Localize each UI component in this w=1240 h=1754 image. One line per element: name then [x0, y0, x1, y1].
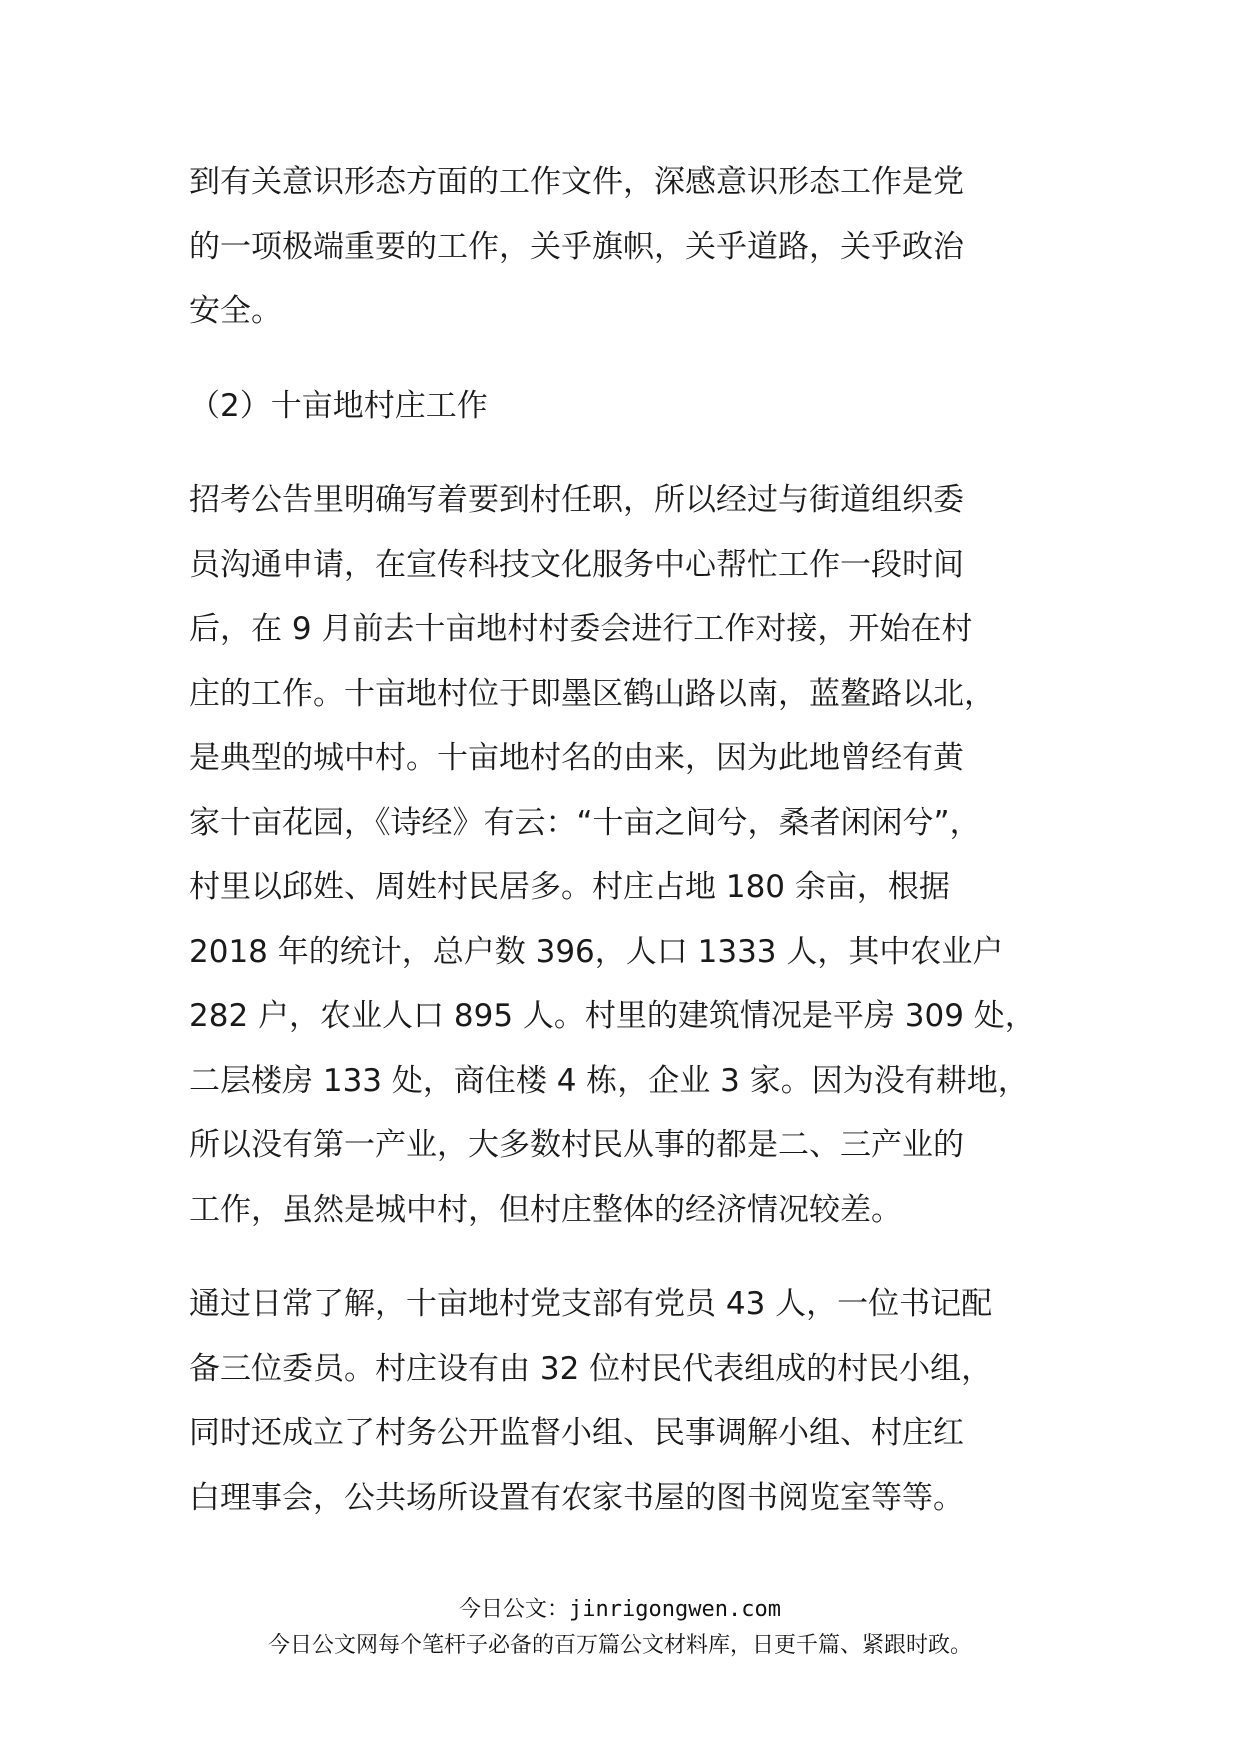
text-line: 家十亩花园，《诗经》有云：“十亩之间兮，桑者闲闲兮”， [189, 804, 981, 841]
paragraph-1 [189, 150, 1079, 344]
text-line: 同时还成立了村务公开监督小组、民事调解小组、村庄红 [189, 1415, 964, 1451]
text-line: 2018 年的统计，总户数 396，人口 1333 人，其中农业户 [189, 933, 1004, 970]
footer-site-line [0, 1592, 1240, 1623]
text-line: 282 户，农业人口 895 人。村里的建筑情况是平房 309 处， [189, 998, 1036, 1034]
section-heading: （2）十亩地村庄工作 [189, 387, 488, 424]
text-line: 工作，虽然是城中村，但村庄整体的经济情况较差。 [189, 1191, 902, 1228]
text-line: 安全。 [189, 293, 282, 329]
footer-site-link[interactable]: jinrigongwen.com [569, 1597, 781, 1622]
text-line: 后，在 9 月前去十亩地村村委会进行工作对接，开始在村 [189, 611, 973, 647]
text-line: 庄的工作。十亩地村位于即墨区鹤山路以南，蓝鳌路以北， [189, 675, 995, 712]
text-line: 员沟通申请，在宣传科技文化服务中心帮忙工作一段时间 [189, 546, 964, 583]
text-line: 的一项极端重要的工作，关乎旗帜，关乎道路，关乎政治 [189, 228, 964, 265]
text-line: 备三位委员。村庄设有由 32 位村民代表组成的村民小组， [189, 1350, 993, 1387]
document-body [189, 150, 1079, 1530]
text-line: 招考公告里明确写着要到村任职，所以经过与街道组织委 [189, 482, 964, 518]
text-line: 是典型的城中村。十亩地村名的由来，因为此地曾经有黄 [189, 740, 964, 776]
paragraph-3 [189, 1272, 1079, 1530]
text-line: 通过日常了解，十亩地村党支部有党员 43 人，一位书记配 [189, 1286, 993, 1322]
text-line: 到有关意识形态方面的工作文件，深感意识形态工作是党 [189, 164, 964, 200]
text-line: 白理事会，公共场所设置有农家书屋的图书阅览室等等。 [189, 1479, 964, 1516]
footer-site-label: 今日公文： [459, 1597, 570, 1622]
text-line: 所以没有第一产业，大多数村民从事的都是二、三产业的 [189, 1127, 964, 1163]
text-line: 村里以邱姓、周姓村民居多。村庄占地 180 余亩，根据 [189, 869, 950, 905]
footer-slogan: 今日公文网每个笔杆子必备的百万篇公文材料库，日更千篇、紧跟时政。 [267, 1633, 972, 1658]
paragraph-2 [189, 468, 1079, 1242]
text-line: 二层楼房 133 处，商住楼 4 栋，企业 3 家。因为没有耕地， [189, 1062, 1029, 1099]
